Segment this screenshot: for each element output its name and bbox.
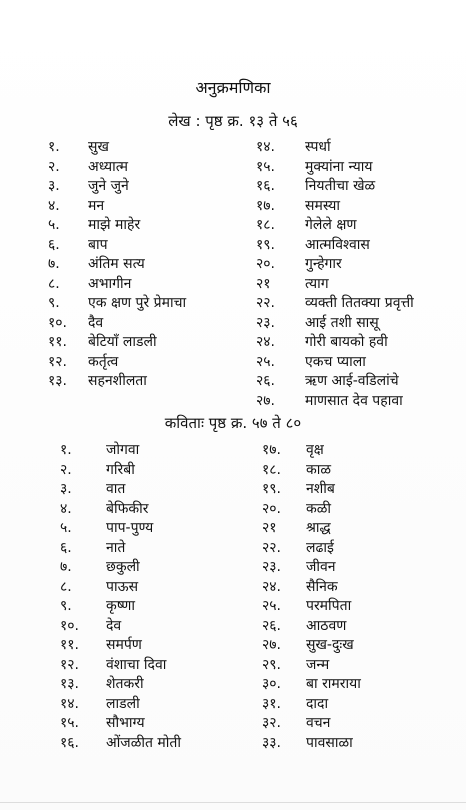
lekh-right-number: २१ xyxy=(256,275,271,292)
kavita-right-title: सुख-दुःख xyxy=(306,637,354,653)
page-title: अनुक्रमणिका xyxy=(195,78,271,97)
kavita-right-title: बा रामराया xyxy=(306,676,361,692)
kavita-left-title: नाते xyxy=(106,539,126,556)
lekh-left-title: बेटियाँ लाडली xyxy=(88,334,157,350)
lekh-left-number: १०. xyxy=(48,314,68,331)
kavita-left-number: ३. xyxy=(60,481,72,497)
kavita-left-title: जोगवा xyxy=(106,442,140,458)
kavita-right-number: २९. xyxy=(262,656,282,673)
kavita-left-title: शेतकरी xyxy=(106,676,144,692)
kavita-left-number: ७. xyxy=(60,559,72,575)
lekh-right-number: २२. xyxy=(256,295,276,311)
kavita-right-number: २४. xyxy=(262,578,282,595)
lekh-left-number: २. xyxy=(48,158,60,175)
kavita-left-title: ओंजळीत मोती xyxy=(106,734,181,751)
lekh-left-title: बाप xyxy=(88,236,108,253)
lekh-left-number: ८. xyxy=(48,275,60,292)
lekh-right-number: १५. xyxy=(256,158,276,175)
kavita-right-number: १८. xyxy=(262,461,282,478)
kavita-left-title: देव xyxy=(106,617,122,634)
kavita-right-title: जन्म xyxy=(306,656,330,673)
kavita-left-title: वंशाचा दिवा xyxy=(106,656,167,673)
kavita-left-title: कृष्णा xyxy=(106,598,136,614)
kavita-left-number: १३. xyxy=(60,676,80,692)
bottom-edge-line xyxy=(0,802,466,803)
lekh-left-number: १३. xyxy=(48,373,68,389)
kavita-right-title: जीवन xyxy=(306,559,336,575)
lekh-right-number: २७. xyxy=(256,392,276,409)
kavita-right-number: १७. xyxy=(262,442,282,458)
kavita-left-number: १२. xyxy=(60,656,80,673)
kavita-left-number: ११. xyxy=(60,637,80,653)
kavita-right-number: १९. xyxy=(262,481,282,497)
lekh-left-title: जुने जुने xyxy=(88,178,129,194)
kavita-left-number: ५. xyxy=(60,520,72,536)
lekh-right-title: गुन्हेगार xyxy=(305,256,342,272)
kavita-left-title: गरिबी xyxy=(106,461,135,478)
kavita-right-title: लढाई xyxy=(306,539,334,556)
kavita-left-title: पाऊस xyxy=(106,578,139,595)
kavita-left-number: ९. xyxy=(60,598,72,614)
kavita-left-title: लाडली xyxy=(106,695,140,712)
lekh-left-title: कर्तृत्व xyxy=(88,353,119,370)
lekh-right-title: गोरी बायको हवी xyxy=(305,334,388,350)
lekh-left-title: माझे माहेर xyxy=(88,217,141,233)
lekh-right-number: १७. xyxy=(256,197,276,214)
lekh-right-title: स्पर्धा xyxy=(305,139,331,155)
kavita-right-number: २३. xyxy=(262,559,282,575)
kavita-left-number: १५. xyxy=(60,715,80,731)
lekh-right-number: १६. xyxy=(256,178,276,194)
kavita-right-number: ३१. xyxy=(262,695,282,712)
kavita-right-number: ३३. xyxy=(262,734,282,751)
lekh-right-number: २५. xyxy=(256,353,276,370)
lekh-left-number: ११. xyxy=(48,334,68,350)
kavita-right-title: श्राद्ध xyxy=(306,520,331,536)
lekh-left-number: ९. xyxy=(48,295,60,311)
kavita-right-title: सैनिक xyxy=(306,578,338,595)
lekh-right-title: त्याग xyxy=(305,275,329,292)
lekh-right-title: ऋण आई-वडिलांचे xyxy=(305,373,399,389)
lekh-left-number: ७. xyxy=(48,256,60,272)
lekh-left-title: एक क्षण पुरे प्रेमाचा xyxy=(88,295,187,311)
kavita-right-title: नशीब xyxy=(306,481,335,497)
lekh-right-number: १४. xyxy=(256,139,276,155)
lekh-right-number: १८. xyxy=(256,217,276,233)
lekh-right-title: आई तशी सासू xyxy=(305,314,379,331)
lekh-right-title: गेलेले क्षण xyxy=(305,217,357,233)
lekh-right-title: व्यक्ती तितक्या प्रवृत्ती xyxy=(305,295,414,311)
lekh-left-number: ५. xyxy=(48,217,60,233)
kavita-left-number: ८. xyxy=(60,578,72,595)
lekh-left-number: १. xyxy=(48,139,60,155)
lekh-right-title: मुक्यांना न्याय xyxy=(305,158,373,175)
kavita-right-title: पावसाळा xyxy=(306,734,353,751)
kavita-right-title: वृक्ष xyxy=(306,442,324,458)
kavita-right-number: २२. xyxy=(262,539,282,556)
lekh-left-title: मन xyxy=(88,197,105,214)
lekh-right-number: २४. xyxy=(256,334,276,350)
kavita-right-title: कळी xyxy=(306,500,332,517)
lekh-left-number: ४. xyxy=(48,197,60,214)
kavita-left-title: सौभाग्य xyxy=(106,715,145,731)
lekh-left-number: १२. xyxy=(48,353,68,370)
lekh-right-title: नियतीचा खेळ xyxy=(305,178,376,194)
kavita-left-number: ४. xyxy=(60,500,72,517)
kavita-right-number: २६. xyxy=(262,617,282,634)
lekh-right-title: समस्या xyxy=(305,197,341,214)
lekh-left-number: ३. xyxy=(48,178,60,194)
kavita-left-number: १६. xyxy=(60,734,80,751)
lekh-right-title: माणसात देव पहावा xyxy=(305,392,403,409)
kavita-right-title: आठवण xyxy=(306,617,347,634)
lekh-left-title: अभागीन xyxy=(88,275,132,292)
lekh-left-number: ६. xyxy=(48,236,60,253)
kavita-right-number: २१ xyxy=(262,520,277,536)
lekh-right-number: २३. xyxy=(256,314,276,331)
kavita-right-number: २०. xyxy=(262,500,282,517)
kavita-left-title: बेफिकीर xyxy=(106,500,149,517)
section-title-lekh: लेख : पृष्ठ क्र. १३ ते ५६ xyxy=(168,112,298,130)
kavita-left-number: ६. xyxy=(60,539,72,556)
lekh-right-number: २०. xyxy=(256,256,276,272)
lekh-right-number: १९. xyxy=(256,236,276,253)
kavita-right-title: परमपिता xyxy=(306,598,352,614)
lekh-left-title: सहनशीलता xyxy=(88,373,147,389)
lekh-right-title: आत्मविश्वास xyxy=(305,236,370,253)
kavita-left-title: पाप-पुण्य xyxy=(106,520,154,536)
kavita-right-number: २५. xyxy=(262,598,282,614)
kavita-left-number: २. xyxy=(60,461,72,478)
kavita-left-title: वात xyxy=(106,481,126,497)
lekh-right-title: एकच प्याला xyxy=(305,353,366,370)
kavita-left-number: १. xyxy=(60,442,72,458)
kavita-right-title: वचन xyxy=(306,715,331,731)
kavita-right-number: २७. xyxy=(262,637,282,653)
kavita-right-title: दादा xyxy=(306,695,329,712)
lekh-left-title: सुख xyxy=(88,139,109,155)
kavita-left-title: समर्पण xyxy=(106,637,142,653)
kavita-right-number: ३०. xyxy=(262,676,282,692)
kavita-left-title: छकुली xyxy=(106,559,140,575)
lekh-left-title: अंतिम सत्य xyxy=(88,256,145,272)
kavita-left-number: १०. xyxy=(60,617,80,634)
lekh-left-title: दैव xyxy=(88,314,104,331)
kavita-right-number: ३२. xyxy=(262,715,282,731)
lekh-right-number: २६. xyxy=(256,373,276,389)
section-title-kavita: कविताः पृष्ठ क्र. ५७ ते ८० xyxy=(164,414,302,432)
lekh-left-title: अध्यात्म xyxy=(88,158,129,175)
kavita-right-title: काळ xyxy=(306,461,332,478)
kavita-left-number: १४. xyxy=(60,695,80,712)
